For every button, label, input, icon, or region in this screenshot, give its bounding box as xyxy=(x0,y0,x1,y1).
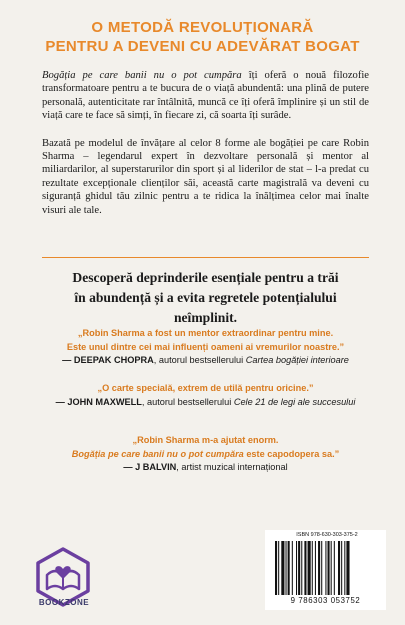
isbn-label: ISBN 978-630-303-375-2 xyxy=(296,532,358,538)
quote-author: — DEEPAK CHOPRA xyxy=(62,355,154,365)
intro-paragraph-2: Bazată pe modelul de învățare al celor 8 forme ale bogăției pe care Robin Sharma – legendarul expert în dezvoltare personală și mentor al miliardarilor, al superstarurilor din sport și al liderilor de stat – l-a predat cu rezultate excepționale clienților săi, această carte magistrală va deveni cu siguranță ghidul tău zilnic pentru a te ridica la înălțimea celor mai înalte visuri ale tale. xyxy=(42,137,369,216)
quote-attribution xyxy=(42,354,369,368)
back-cover-headline xyxy=(0,18,405,56)
barcode-digits: 9 786303 053752 xyxy=(290,596,361,605)
quote-author: — J BALVIN xyxy=(123,462,177,472)
quote-line-1: „Robin Sharma a fost un mentor extraordinar pentru mine. xyxy=(77,328,334,338)
quote-book: Cartea bogăției interioare xyxy=(245,355,349,365)
callout-line-2: în abundență și a evita regretele potențialului neîmplinit. xyxy=(74,290,337,325)
quote-j-balvin xyxy=(42,434,369,475)
quote-line-1: „O carte specială, extrem de utilă pentru oricine.” xyxy=(97,383,314,393)
quote-attribution xyxy=(42,396,369,410)
quote-deepak-chopra xyxy=(42,327,369,368)
quote-line-2 xyxy=(42,448,369,462)
intro-text xyxy=(42,69,369,231)
quote-line-2-rest: este capodopera sa.” xyxy=(243,448,340,459)
quote-attr-text: , autorul bestsellerului xyxy=(141,396,234,407)
callout-line-1: Descoperă deprinderile esențiale pentru a trăi xyxy=(72,270,339,285)
intro-paragraph-1 xyxy=(42,69,369,123)
book-title-inline: Bogăția pe care banii nu o pot cumpăra xyxy=(42,70,242,81)
quote-line-1: „Robin Sharma m-a ajutat enorm. xyxy=(132,435,279,445)
publisher-name: BOOKZONE xyxy=(38,598,90,607)
quote-book-title: Bogăția pe care banii nu o pot cumpăra xyxy=(71,448,244,459)
quote-line-2: Este unul dintre cei mai influenți oameni ai vremurilor noastre.” xyxy=(66,341,345,352)
quote-john-maxwell xyxy=(42,382,369,409)
barcode xyxy=(265,530,386,610)
headline-line-2: PENTRU A DEVENI CU ADEVĂRAT BOGAT xyxy=(45,38,360,55)
quote-author: — JOHN MAXWELL xyxy=(55,396,142,407)
barcode-bars xyxy=(275,541,379,595)
headline-line-1: O METODĂ REVOLUȚIONARĂ xyxy=(91,19,314,36)
quote-attr-text: , autorul bestsellerului xyxy=(153,355,246,365)
section-divider xyxy=(42,257,369,258)
quote-attribution xyxy=(42,461,369,475)
quote-book: Cele 21 de legi ale succesului xyxy=(233,396,356,407)
quote-attr-text: , artist muzical internațional xyxy=(176,462,288,472)
intro-paragraph-1-rest: îți oferă o nouă filozofie transformatoare pentru a te bucura de o viață abundentă: una plină de putere personală, autenticitate rar întâlnită, muncă ce îți oferă împlinire și un stil de viață care te face să simți, în fiecare zi, că soarta îți surâde. xyxy=(42,70,369,122)
callout-text xyxy=(42,268,369,328)
